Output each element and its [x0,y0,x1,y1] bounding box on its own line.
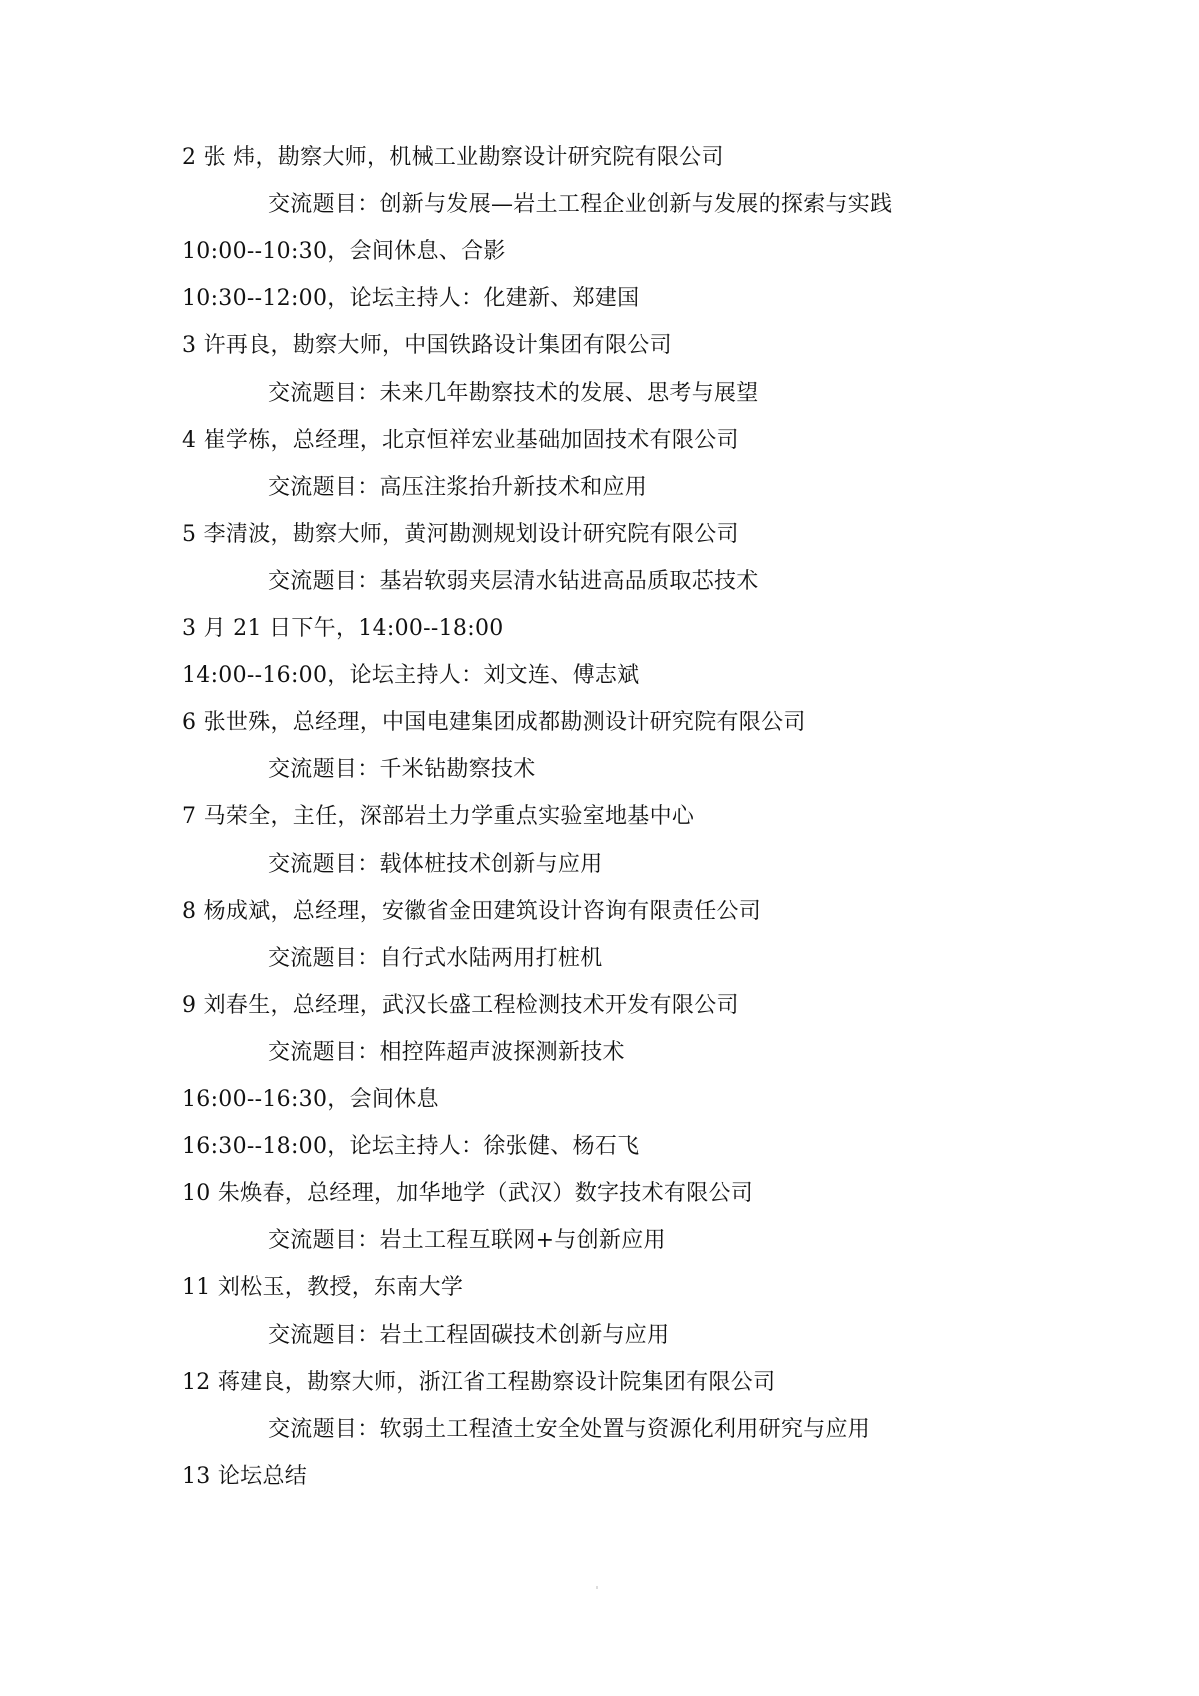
topic-line: 交流题目：高压注浆抬升新技术和应用 [268,474,648,500]
topic-line: 交流题目：相控阵超声波探测新技术 [268,1039,625,1065]
agenda-line: 11 刘松玉，教授，东南大学 [182,1275,464,1301]
agenda-line: 16:00--16:30，会间休息 [182,1087,439,1112]
topic-line: 交流题目：软弱土工程渣土安全处置与资源化利用研究与应用 [268,1416,871,1442]
topic-line: 交流题目：基岩软弱夹层清水钻进高品质取芯技术 [268,568,759,594]
agenda-line: 10:30--12:00，论坛主持人：化建新、郑建国 [182,286,640,312]
agenda-line: 12 蒋建良，勘察大师，浙江省工程勘察设计院集团有限公司 [182,1369,776,1395]
agenda-line: 13 论坛总结 [182,1463,308,1489]
topic-line: 交流题目：未来几年勘察技术的发展、思考与展望 [268,380,759,406]
topic-line: 交流题目：岩土工程固碳技术创新与应用 [268,1322,670,1348]
agenda-line: 16:30--18:00，论坛主持人：徐张健、杨石飞 [182,1134,640,1160]
agenda-line: 7 马荣全，主任，深部岩土力学重点实验室地基中心 [182,804,695,830]
topic-line: 交流题目：千米钻勘察技术 [268,757,536,783]
agenda-line: 3 月 21 日下午，14:00--18:00 [182,616,504,641]
topic-line: 交流题目：创新与发展—岩土工程企业创新与发展的探索与实践 [268,192,893,218]
agenda-line: 6 张世殊，总经理，中国电建集团成都勘测设计研究院有限公司 [182,710,806,736]
topic-line: 交流题目：岩土工程互联网+与创新应用 [268,1228,666,1254]
agenda-line: 3 许再良，勘察大师，中国铁路设计集团有限公司 [182,333,672,359]
agenda-line: 10:00--10:30，会间休息、合影 [182,239,506,265]
agenda-line: 4 崔学栋，总经理，北京恒祥宏业基础加固技术有限公司 [182,427,739,453]
agenda-line: 9 刘春生，总经理，武汉长盛工程检测技术开发有限公司 [182,992,739,1018]
agenda-line: 5 李清波，勘察大师，黄河勘测规划设计研究院有限公司 [182,521,739,547]
topic-line: 交流题目：自行式水陆两用打桩机 [268,945,603,971]
page-mark [596,1586,598,1589]
agenda-line: 8 杨成斌，总经理，安徽省金田建筑设计咨询有限责任公司 [182,898,762,924]
agenda-line: 2 张 炜，勘察大师，机械工业勘察设计研究院有限公司 [182,145,724,170]
agenda-line: 10 朱焕春，总经理，加华地学（武汉）数字技术有限公司 [182,1181,754,1207]
agenda-line: 14:00--16:00，论坛主持人：刘文连、傅志斌 [182,663,640,689]
topic-line: 交流题目：载体桩技术创新与应用 [268,851,603,877]
